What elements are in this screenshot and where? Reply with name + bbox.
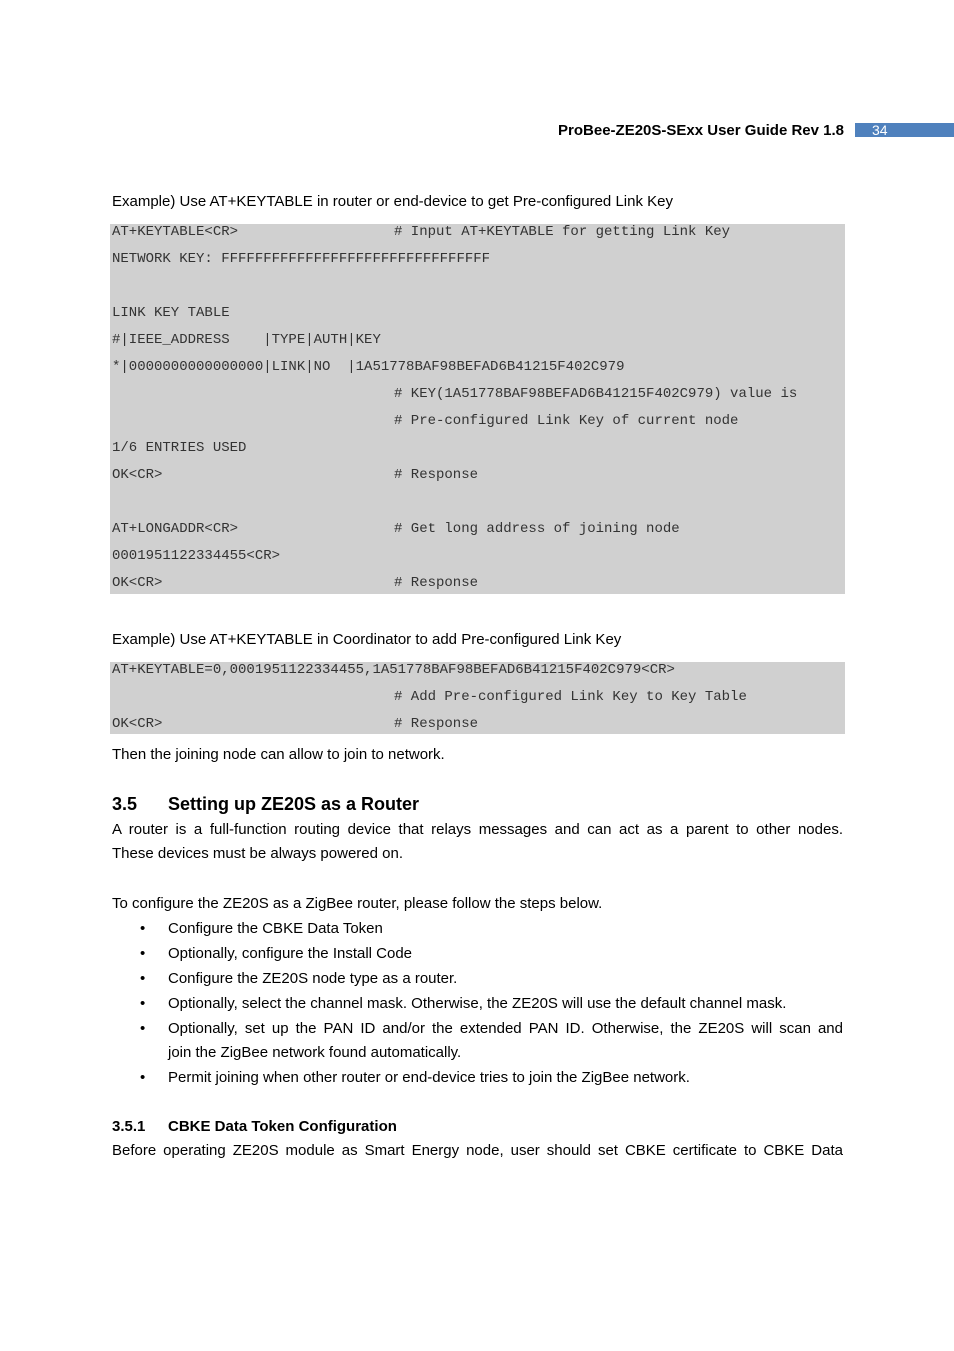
subsection-title: CBKE Data Token Configuration — [168, 1118, 397, 1135]
after-example-text: Then the joining node can allow to join to network. — [112, 746, 445, 763]
steps-list — [112, 917, 843, 1091]
code-line: 0001951122334455<CR> — [112, 548, 281, 564]
code-line — [110, 278, 845, 305]
code-line: OK<CR> # Response — [112, 467, 479, 483]
list-item: • Configure the ZE20S node type as a router. — [140, 970, 458, 987]
code-line: 1/6 ENTRIES USED — [112, 440, 247, 456]
list-item: • Optionally, configure the Install Code — [140, 945, 413, 962]
steps-intro: To configure the ZE20S as a ZigBee router, please follow the steps below. — [112, 895, 603, 912]
code-line: NETWORK KEY: FFFFFFFFFFFFFFFFFFFFFFFFFFFFFFFF — [112, 251, 491, 267]
code-line: AT+LONGADDR<CR> # Get long address of joining node — [112, 521, 680, 537]
list-item: • Optionally, select the channel mask. Otherwise, the ZE20S will use the default channel mask. — [140, 995, 787, 1012]
page-number: 34 — [855, 123, 954, 137]
code-line — [110, 494, 845, 521]
section-title: Setting up ZE20S as a Router — [168, 794, 420, 814]
subsection-number: 3.5.1 — [112, 1118, 146, 1135]
list-item: • Optionally, set up the PAN ID and/or the extended PAN ID. Otherwise, the ZE20S will scan and join the ZigBee network found automatically. — [140, 1020, 843, 1061]
code-line: AT+KEYTABLE=0,0001951122334455,1A51778BAF98BEFAD6B41215F402C979<CR> — [112, 662, 675, 678]
example1-caption: Example) Use AT+KEYTABLE in router or end-device to get Pre-configured Link Key — [112, 193, 673, 210]
section-intro-line1: A router is a full-function routing device that relays messages and can act as a parent to other nodes. — [112, 821, 843, 838]
code-line: # Pre-configured Link Key of current node — [394, 413, 739, 429]
list-item: • Configure the CBKE Data Token — [140, 920, 383, 937]
section-heading — [112, 792, 419, 816]
code-line: OK<CR> # Response — [112, 575, 479, 591]
subsection-body: Before operating ZE20S module as Smart Energy node, user should set CBKE certificate to CBKE Data — [112, 1142, 843, 1159]
example2-caption: Example) Use AT+KEYTABLE in Coordinator to add Pre-configured Link Key — [112, 631, 622, 648]
code-line: #|IEEE_ADDRESS |TYPE|AUTH|KEY — [112, 332, 381, 348]
code-line: OK<CR> # Response — [112, 716, 479, 732]
code-line: # KEY(1A51778BAF98BEFAD6B41215F402C979) value is — [394, 386, 798, 402]
list-item: • Permit joining when other router or end-device tries to join the ZigBee network. — [140, 1069, 690, 1086]
code-line: LINK KEY TABLE — [112, 305, 230, 321]
code-block-keytable-router — [110, 224, 845, 594]
section-intro-line2: These devices must be always powered on. — [112, 845, 403, 862]
subsection-heading — [112, 1117, 397, 1137]
header-title: ProBee-ZE20S-SExx User Guide Rev 1.8 — [558, 122, 844, 139]
code-block-keytable-coordinator — [110, 662, 845, 734]
section-number: 3.5 — [112, 794, 138, 814]
code-line: AT+KEYTABLE<CR> # Input AT+KEYTABLE for getting Link Key — [112, 224, 731, 240]
code-line: *|0000000000000000|LINK|NO |1A51778BAF98BEFAD6B41215F402C979 — [112, 359, 625, 375]
code-line: # Add Pre-configured Link Key to Key Table — [394, 689, 747, 705]
